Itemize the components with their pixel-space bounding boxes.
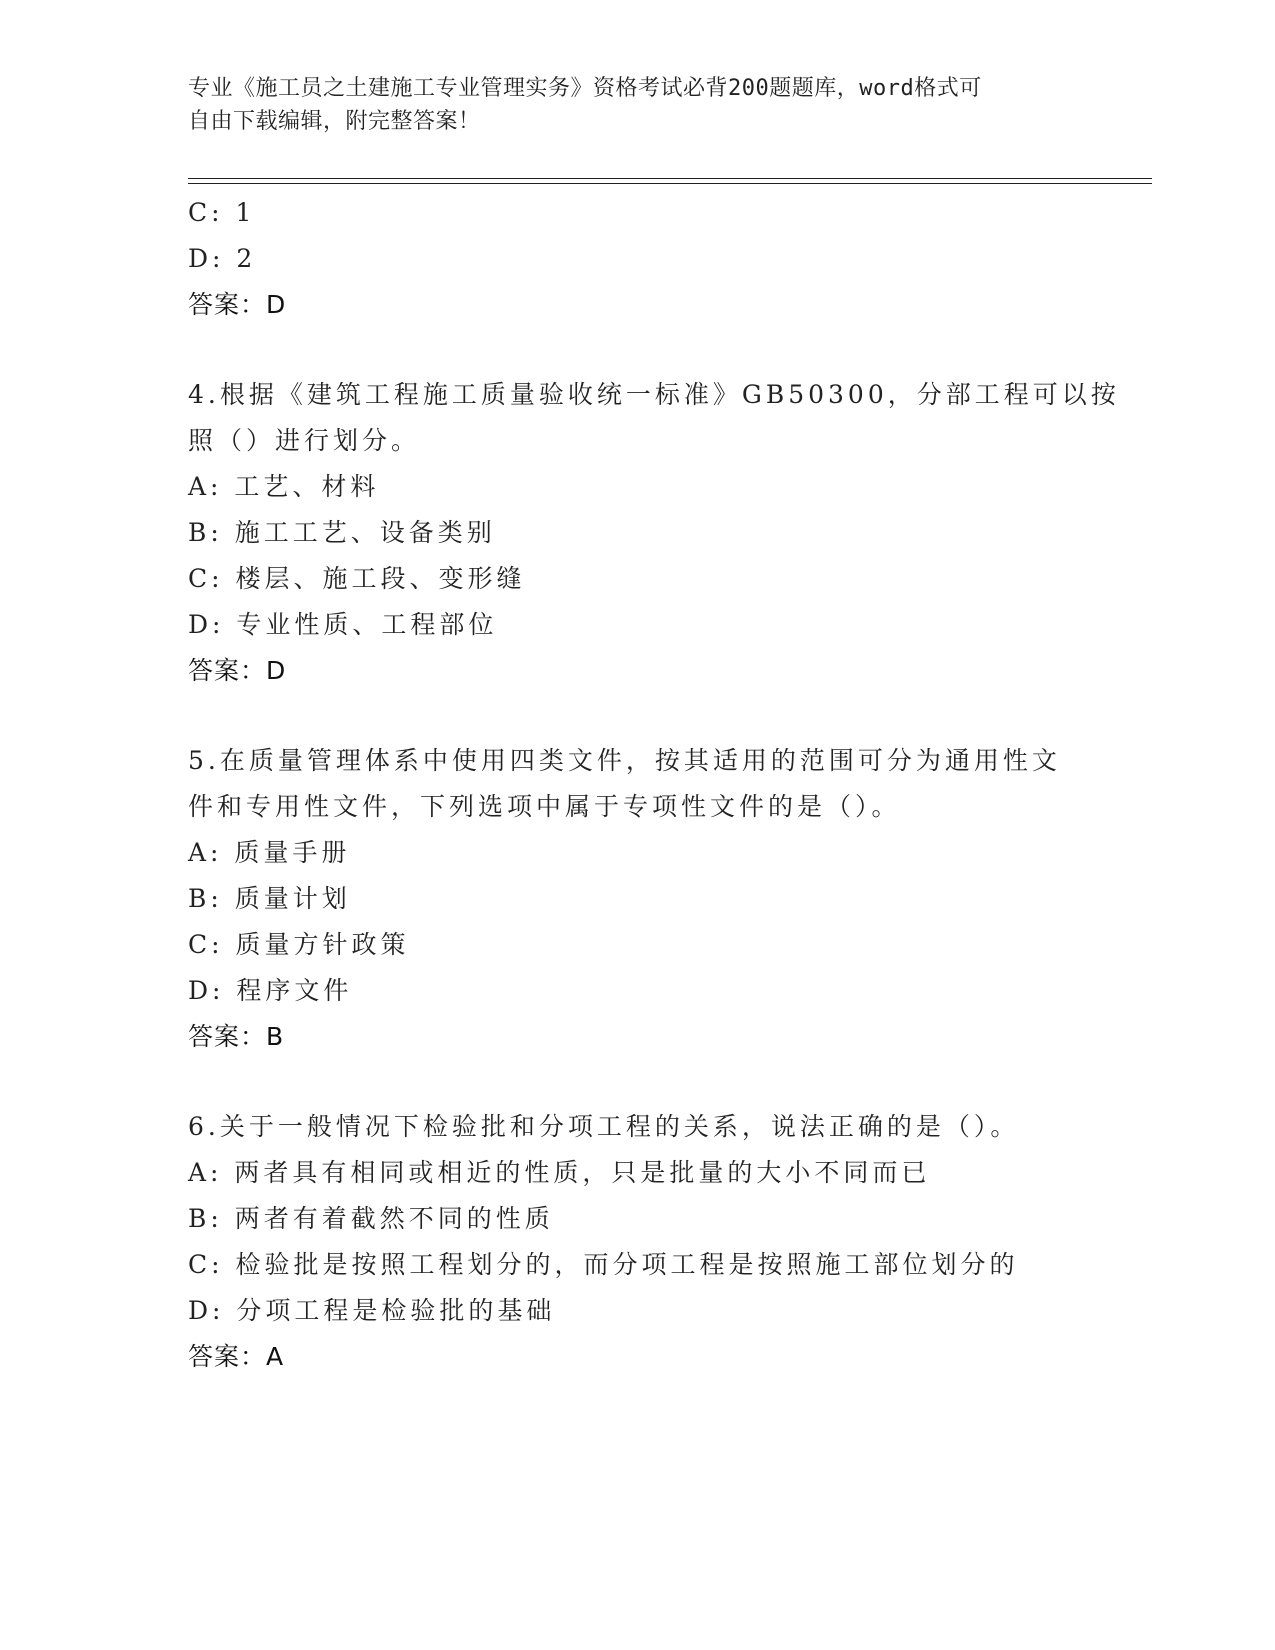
- question-stem-continued: 照（）进行划分。: [188, 426, 421, 455]
- header-divider-top: [188, 178, 1152, 179]
- option-a: A: 工艺、材料: [188, 472, 380, 501]
- option-a: A: 两者具有相同或相近的性质，只是批量的大小不同而已: [188, 1158, 931, 1187]
- question-stem: 6.关于一般情况下检验批和分项工程的关系，说法正确的是（）。: [188, 1112, 1020, 1141]
- question-4: [188, 372, 1148, 694]
- option-c: C: 楼层、施工段、变形缝: [188, 564, 526, 593]
- option-b: B: 两者有着截然不同的性质: [188, 1204, 554, 1233]
- option-a: A: 质量手册: [188, 838, 351, 867]
- question-stem: 4.根据《建筑工程施工质量验收统一标准》GB50300，分部工程可以按: [188, 380, 1120, 409]
- question-list: [188, 190, 1148, 1380]
- answer: 答案：D: [188, 656, 287, 685]
- document-header: [188, 72, 1068, 138]
- spacer: [188, 694, 1148, 738]
- question-5: [188, 738, 1148, 1060]
- option-b: B: 施工工艺、设备类别: [188, 518, 496, 547]
- question-stem: 5.在质量管理体系中使用四类文件，按其适用的范围可分为通用性文: [188, 746, 1061, 775]
- question-6: [188, 1104, 1148, 1380]
- option-d: D: 分项工程是检验批的基础: [188, 1296, 556, 1325]
- option-b: B: 质量计划: [188, 884, 351, 913]
- header-divider-bottom: [188, 183, 1152, 184]
- option-d: D: 2: [188, 244, 257, 273]
- question-3-partial: [188, 190, 1148, 328]
- question-stem-continued: 件和专用性文件，下列选项中属于专项性文件的是（）。: [188, 792, 901, 821]
- header-line-1: 专业《施工员之土建施工专业管理实务》资格考试必背200题题库，word格式可: [188, 76, 982, 101]
- answer: 答案：D: [188, 290, 287, 319]
- option-c: C: 质量方针政策: [188, 930, 410, 959]
- option-d: D: 程序文件: [188, 976, 353, 1005]
- spacer: [188, 1060, 1148, 1104]
- answer: 答案：B: [188, 1022, 285, 1051]
- option-c: C: 1: [188, 198, 256, 227]
- option-d: D: 专业性质、工程部位: [188, 610, 498, 639]
- spacer: [188, 328, 1148, 372]
- option-c: C: 检验批是按照工程划分的，而分项工程是按照施工部位划分的: [188, 1250, 1019, 1279]
- answer: 答案：A: [188, 1342, 285, 1371]
- header-line-2: 自由下载编辑，附完整答案！: [188, 109, 481, 134]
